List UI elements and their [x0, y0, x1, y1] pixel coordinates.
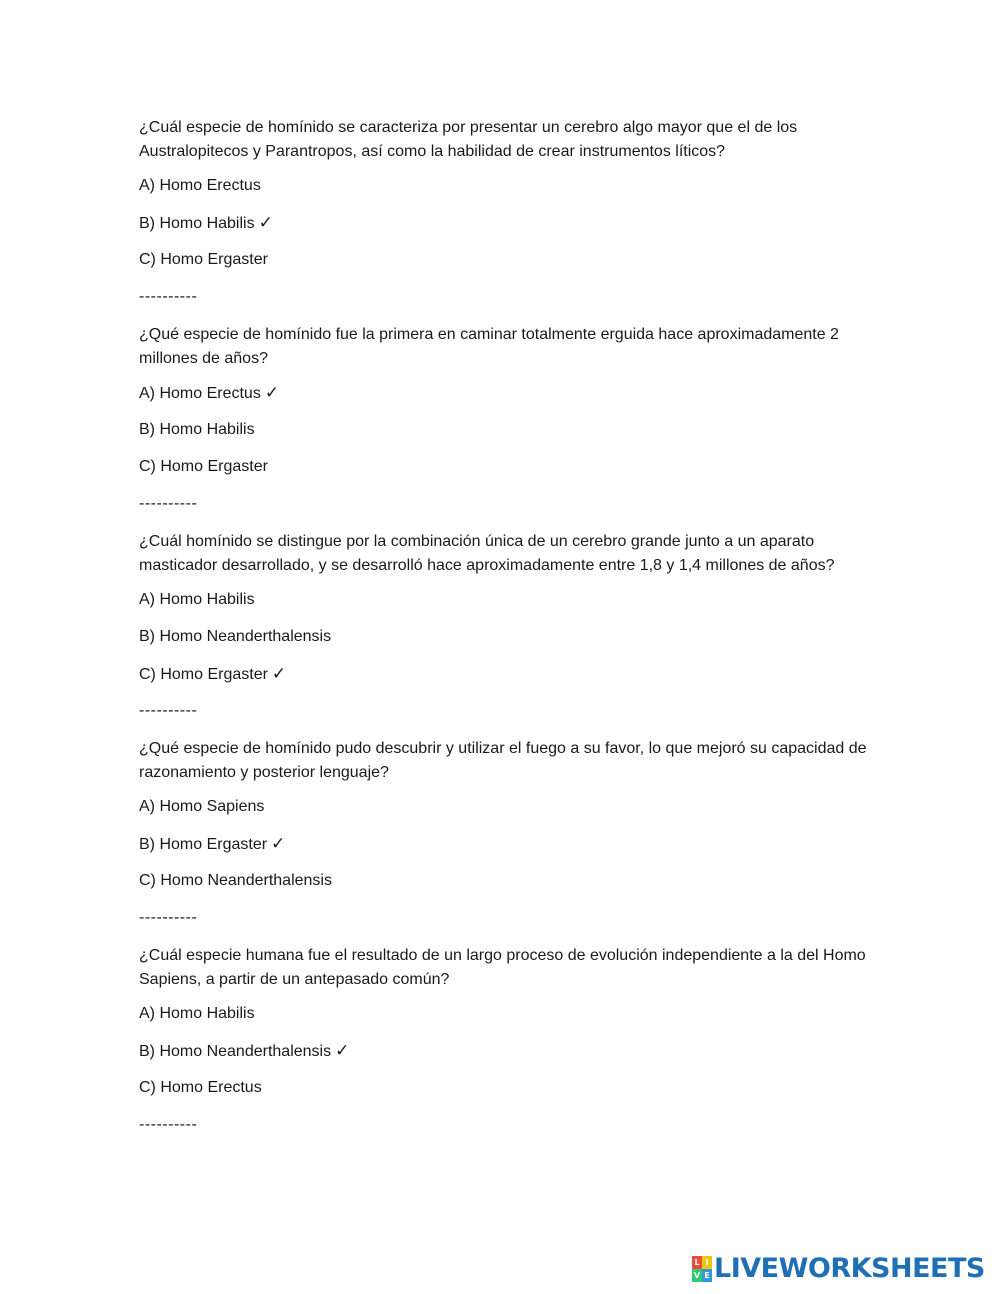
- check-mark-icon: ✓: [258, 213, 273, 233]
- answer-option-label: C) Homo Ergaster: [139, 251, 268, 268]
- liveworksheets-logo-text: LIVEWORKSHEETS: [714, 1253, 985, 1284]
- question-text: ¿Cuál especie humana fue el resultado de un largo proceso de evolución independiente a la del Homo Sapiens, a partir de un antepasado común?: [139, 947, 866, 988]
- logo-letter-tile: V: [693, 1271, 701, 1280]
- answer-option[interactable]: [139, 457, 869, 477]
- question-separator: ----------: [139, 495, 198, 512]
- liveworksheets-logo: [692, 1253, 985, 1285]
- question-block: [139, 530, 869, 721]
- answer-option[interactable]: [139, 1078, 869, 1098]
- question-block: [139, 737, 869, 928]
- answer-option-label: A) Homo Sapiens: [139, 798, 265, 815]
- question-text: ¿Cuál homínido se distingue por la combinación única de un cerebro grande junto a un aparato masticador desarrollado, y se desarrolló hace aproximadamente entre 1,8 y 1,4 millones de años?: [139, 533, 835, 574]
- question-block: [139, 944, 869, 1135]
- logo-letter-tile: L: [692, 1256, 702, 1269]
- answer-option[interactable]: [139, 213, 869, 233]
- answer-option-label: B) Homo Habilis: [139, 215, 255, 232]
- answer-option[interactable]: [139, 383, 869, 403]
- question-separator: ----------: [139, 288, 198, 305]
- answer-option[interactable]: [139, 420, 869, 440]
- check-mark-icon: ✓: [271, 664, 287, 684]
- logo-letter-tile: E: [702, 1269, 712, 1282]
- question-text: ¿Qué especie de homínido pudo descubrir y utilizar el fuego a su favor, lo que mejoró su capacidad de razonamiento y posterior lenguaje?: [139, 740, 867, 781]
- check-mark-icon: ✓: [264, 383, 280, 403]
- answer-option[interactable]: [139, 1041, 869, 1061]
- question-text: ¿Qué especie de homínido fue la primera en caminar totalmente erguida hace aproximadamente 2 millones de años?: [139, 326, 839, 367]
- answer-option[interactable]: [139, 250, 869, 270]
- worksheet-page: [139, 116, 869, 1151]
- question-block: [139, 323, 869, 514]
- logo-letter-tile: I: [702, 1256, 712, 1269]
- answer-option-label: B) Homo Neanderthalensis: [139, 1043, 332, 1060]
- answer-option-label: A) Homo Erectus: [139, 177, 261, 194]
- answer-option-label: C) Homo Ergaster: [139, 666, 268, 683]
- answer-option[interactable]: [139, 590, 869, 610]
- answer-option-label: C) Homo Erectus: [139, 1079, 262, 1096]
- answer-option[interactable]: [139, 834, 869, 854]
- question-text: ¿Cuál especie de homínido se caracteriza por presentar un cerebro algo mayor que el de los Australopitecos y Parantropos, así como la habilidad de crear instrumentos líticos?: [139, 119, 798, 160]
- question-separator: ----------: [139, 909, 198, 926]
- question-block: [139, 116, 869, 307]
- answer-option[interactable]: [139, 1004, 869, 1024]
- answer-option[interactable]: [139, 797, 869, 817]
- answer-option-label: B) Homo Ergaster: [139, 836, 268, 853]
- answer-option-label: B) Homo Habilis: [139, 421, 255, 438]
- answer-option[interactable]: [139, 664, 869, 684]
- answer-option-label: A) Homo Habilis: [139, 591, 255, 608]
- liveworksheets-logo-icon: [692, 1256, 712, 1282]
- answer-option-label: A) Homo Habilis: [139, 1005, 255, 1022]
- check-mark-icon: ✓: [271, 834, 286, 854]
- answer-option-label: B) Homo Neanderthalensis: [139, 628, 332, 645]
- question-separator: ----------: [139, 1116, 198, 1133]
- answer-option[interactable]: [139, 176, 869, 196]
- answer-option-label: C) Homo Ergaster: [139, 458, 268, 475]
- answer-option[interactable]: [139, 627, 869, 647]
- answer-option[interactable]: [139, 871, 869, 891]
- answer-option-label: C) Homo Neanderthalensis: [139, 872, 332, 889]
- question-separator: ----------: [139, 702, 198, 719]
- check-mark-icon: ✓: [335, 1041, 350, 1061]
- answer-option-label: A) Homo Erectus: [139, 385, 261, 402]
